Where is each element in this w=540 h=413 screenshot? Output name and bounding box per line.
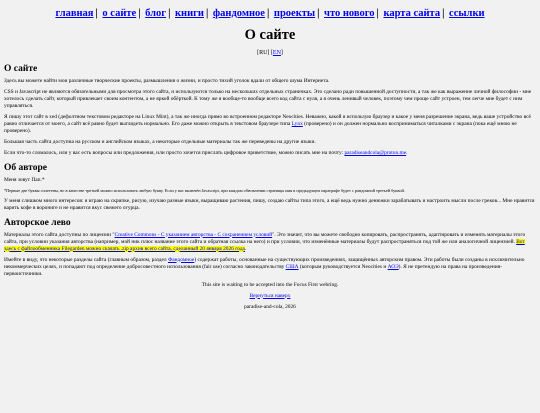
about-paragraph: CSS и Javascript не являются обязательными для просмотра этого сайта, и используются только на нескольких отдельных страничках. Это сделано ради повышенной доступности, а так же как выражение личной философии - мне хотелось сделать сайт, который привлекает своим контентом, а не яркой обёрткой. К тому же я вообще-то вообще всего код сайта с нуля, а я очень ленивый человек, поэтому чем проще сайт устроен, тем легче мне будет с ним управляться. <box>4 89 532 109</box>
nav-separator: | <box>442 8 445 19</box>
author-footnote: *Первые две буквы сплетены, но в качестве третьей можно использовать любую букву. Если у вас включён Javascript, при каждом обновлении страницы имя в предыдущем параграфе будет с рандомной третьей буквой. <box>4 188 405 193</box>
about-paragraph: Большая часть сайта доступна на русском и английском языках, а некоторые отдельные материалы так же переведены на другие языки. <box>4 139 316 145</box>
nav-link-whats-new[interactable]: что нового <box>324 8 375 19</box>
author-paragraph: Меня зовут Пап.* <box>4 177 45 183</box>
nav-link-about[interactable]: о сайте <box>102 8 137 19</box>
fandom-section-link[interactable]: Фандомное <box>167 256 195 263</box>
archive-download-link[interactable]: Вот здесь с файлообменника Filegarden можно скачать .zip архив всего сайта, сделанный 20 января 2026 года <box>4 238 525 252</box>
lang-bracket: ] <box>280 50 283 56</box>
nav-separator: | <box>168 8 171 19</box>
lang-bracket: [ <box>270 50 273 56</box>
top-navigation <box>4 8 536 19</box>
license-link[interactable]: Creative Commons - С указанием авторства - С сохранением условий <box>114 231 273 238</box>
nav-separator: | <box>138 8 141 19</box>
about-paragraph: Я пишу этот сайт в xed (дефолтном текстовом редакторе на Linux Mint), а так же иногда прямо во встроенном редакторе Neocities. Неважно, какой я использую браузер и какое у меня разрешение экрана, ведь ваше устройство всё равно отличается от моего, а сайт всё равно будет выглядеть нормально. Его даже можно открыть в текстовом браузере типа Lynx (проверено) и он должен нормально восприниматься читалками с экрана (пока ещё мною не проверено). <box>4 114 531 134</box>
lang-bracket: [ <box>257 50 260 56</box>
nav-link-sitemap[interactable]: карта сайта <box>383 8 441 19</box>
nav-link-blog[interactable]: блог <box>145 8 167 19</box>
copyleft-paragraph: Материалы этого сайта доступны по лицензии "Creative Commons - С указанием авторства - С сохранением условий". Это значит, что вы можете свободно копировать, распространять, адаптировать и изменять материалы этого сайта, при условии указания авторства (например, мой ник плюс название этого сайта и обратная ссылка на него) и при условии, что изменённые материалы будут распространяться под той же или аналогичной лицензией. Вот здесь с файлообменника Filegarden можно скачать .zip архив всего сайта, сделанный 20 января 2026 года. <box>4 231 526 252</box>
nav-separator: | <box>376 8 379 19</box>
back-to-top-link[interactable]: Вернуться наверх <box>249 292 291 299</box>
nav-link-links[interactable]: ссылки <box>449 8 485 19</box>
lynx-link[interactable]: Lynx <box>291 121 303 127</box>
section-heading-author: Об авторе <box>4 163 47 173</box>
about-paragraph: Если что-то сломалось, или у вас есть вопросы или предложения, или просто хочется прислать цифровое приветствие, можно писать мне на почту: paradiseandcola@proton.me. <box>4 150 408 156</box>
section-heading-about: О сайте <box>4 64 38 74</box>
footer-copyright: paradise-and-cola, 2026 <box>244 303 296 310</box>
lang-en-link[interactable]: EN <box>272 50 281 56</box>
nav-separator: | <box>205 8 209 19</box>
copyleft-paragraph: Имейте в виду, что некоторые разделы сайта (главным образом, раздел Фандомное) содержат работы, основанные на существующих произведениях, защищённых авторским правом. Эти работы были созданы в исключительно некоммерческих целях, и попадают под определение добросовестного использования (fair use) согласно законодательству США (которым руководствуется Neocities и АОЭ). Я не претендую на права на произведения-первоисточники. <box>4 256 525 277</box>
nav-link-books[interactable]: книги <box>175 8 204 19</box>
aoe-link[interactable]: АОЭ <box>387 263 399 270</box>
nav-separator: | <box>317 8 320 19</box>
lang-bracket: ] <box>267 50 270 56</box>
email-link[interactable]: paradiseandcola@proton.me <box>344 150 407 156</box>
usa-link[interactable]: США <box>285 263 299 270</box>
author-paragraph: У меня слишком много интересов: я играю на скрипке, рисую, изучаю разные языки, выращиваю растения, пишу, создаю сайты типа этого, а ещё ведь нужно денюжки зарабатывать и настроить мысли после греков... Мне нравится варить кофе в ворониге и не нравится вкус свежего огурца. <box>4 197 535 211</box>
nav-link-home[interactable]: главная <box>55 8 94 19</box>
nav-link-fandom[interactable]: фандомное <box>212 8 265 19</box>
lang-ru-current: RU <box>259 50 268 56</box>
nav-separator: | <box>95 8 98 19</box>
page-title: О сайте <box>244 27 296 43</box>
webring-note: This site is waiting to be accepted into the Focus First webring. <box>201 281 339 288</box>
nav-separator: | <box>266 8 270 19</box>
language-switcher <box>4 50 536 56</box>
section-heading-copyleft: Авторское лево <box>4 217 71 228</box>
nav-link-projects[interactable]: проекты <box>273 8 316 19</box>
about-paragraph: Здесь вы можете найти мои различные творческие проекты, размышления о жизни, и просто тихий уголок вдали от общего шума Интернета. <box>4 78 330 84</box>
